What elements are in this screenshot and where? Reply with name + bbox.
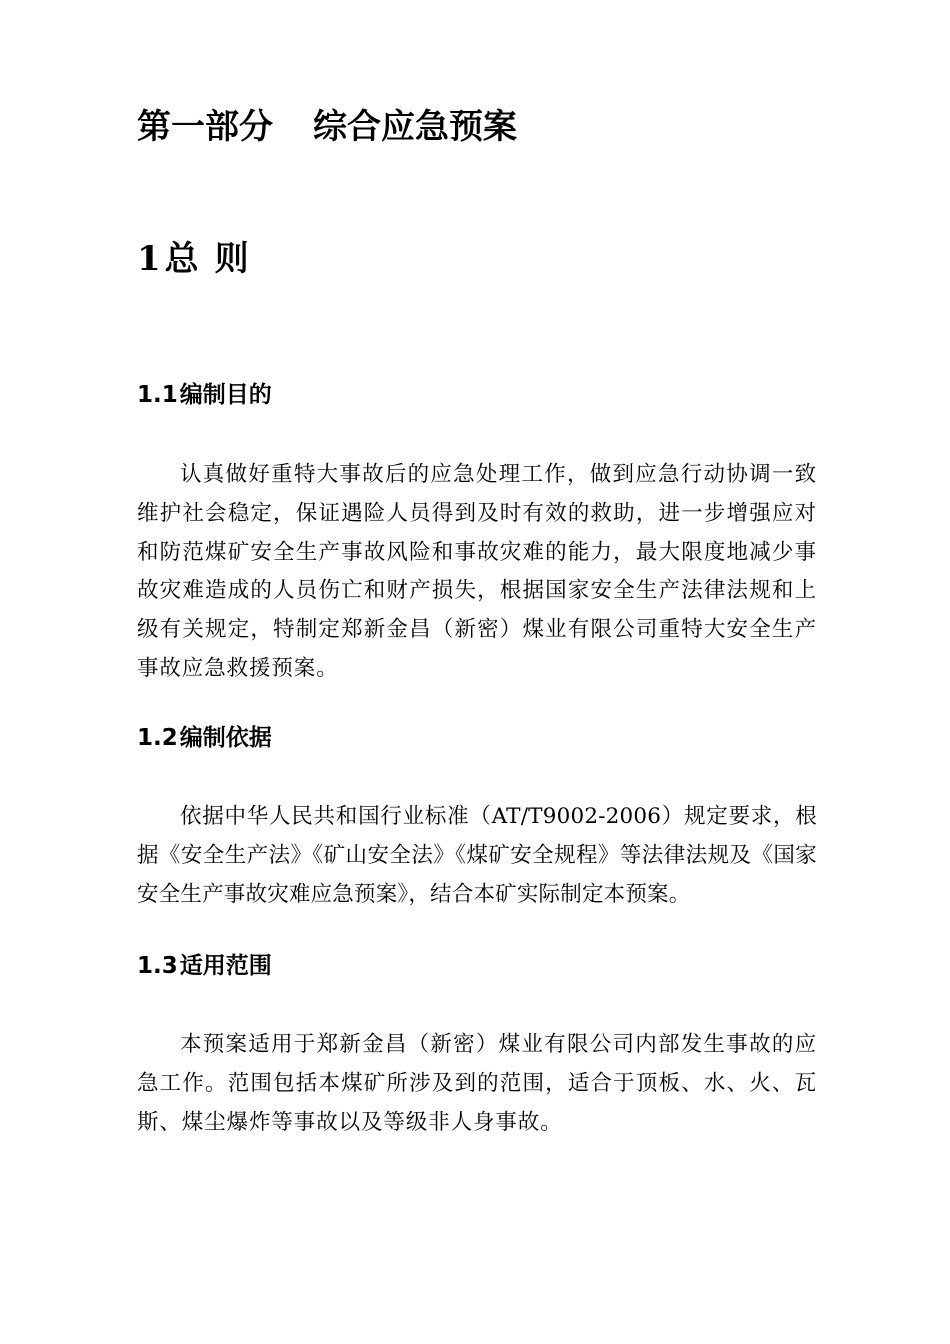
section-number: 1.3 xyxy=(137,953,178,979)
section-heading-basis xyxy=(137,722,272,754)
part-title-name: 综合应急预案 xyxy=(313,107,517,147)
section-heading-purpose xyxy=(137,379,272,411)
chapter-title-part1: 总 xyxy=(164,239,199,279)
section-body-purpose: 认真做好重特大事故后的应急处理工作，做到应急行动协调一致维护社会稳定，保证遇险人员得到及时有效的救助，进一步增强应对和防范煤矿安全生产事故风险和事故灾难的能力，最大限度地减少事故灾难造成的人员伤亡和财产损失，根据国家安全生产法律法规和上级有关规定，特制定郑新金昌（新密）煤业有限公司重特大安全生产事故应急救援预案。 xyxy=(137,462,817,681)
chapter-title-part2: 则 xyxy=(214,239,249,279)
section-title: 编制依据 xyxy=(179,725,272,751)
section-number: 1.2 xyxy=(137,725,178,751)
section-heading-scope xyxy=(137,950,272,982)
part-title-prefix: 第一部分 xyxy=(137,107,273,147)
section-title: 编制目的 xyxy=(179,382,272,408)
chapter-number: 1 xyxy=(137,239,161,279)
section-body-basis: 依据中华人民共和国行业标准（AT/T9002-2006）规定要求，根据《安全生产法》《矿山安全法》《煤矿安全规程》等法律法规及《国家安全生产事故灾难应急预案》，结合本矿实际制定本预案。 xyxy=(137,804,817,907)
section-number: 1.1 xyxy=(137,382,178,408)
part-title xyxy=(137,104,517,150)
section-title: 适用范围 xyxy=(179,953,272,979)
section-body-scope: 本预案适用于郑新金昌（新密）煤业有限公司内部发生事故的应急工作。范围包括本煤矿所涉及到的范围，适合于顶板、水、火、瓦斯、煤尘爆炸等事故以及等级非人身事故。 xyxy=(137,1032,817,1135)
chapter-title xyxy=(137,236,249,282)
